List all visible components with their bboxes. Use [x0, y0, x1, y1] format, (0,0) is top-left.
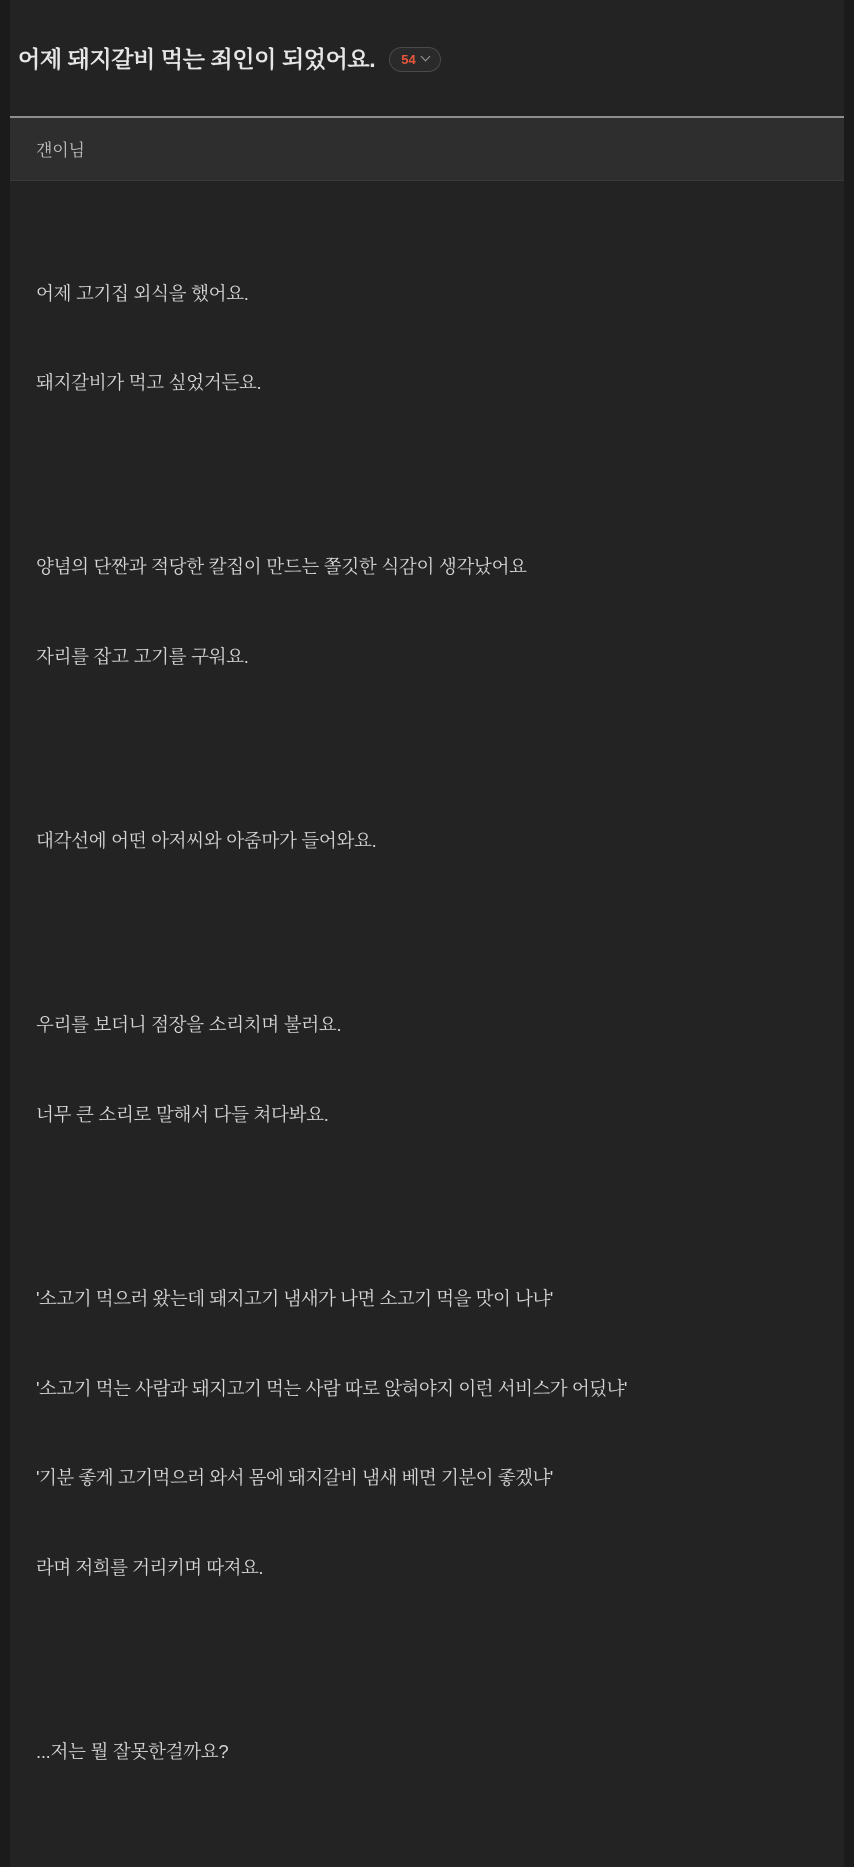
post-paragraph [36, 1677, 818, 1827]
post-line: '소고기 먹는 사람과 돼지고기 먹는 사람 따로 앉혀야지 이런 서비스가 어딨냐' [36, 1377, 627, 1399]
comment-count-badge: 54 [401, 52, 416, 68]
post-body [0, 181, 854, 1867]
post-line: '소고기 먹으러 왔는데 돼지고기 냄새가 나면 소고기 먹을 맛이 나냐' [36, 1287, 553, 1309]
post-line: 라며 저희를 거리키며 따져요. [36, 1557, 264, 1579]
author-band [0, 118, 854, 180]
chevron-down-icon [422, 53, 431, 62]
post-line: '기분 좋게 고기먹으러 와서 몸에 돼지갈비 냄새 베면 기분이 좋겠냐' [36, 1467, 553, 1489]
post-paragraph [36, 492, 818, 732]
post-paragraph-quote [36, 1224, 818, 1644]
post-paragraph [36, 950, 818, 1190]
post-line: ...저는 뭘 잘못한걸까요? [36, 1741, 229, 1763]
post-line: 자리를 잡고 고기를 구워요. [36, 646, 249, 668]
post-line: 너무 큰 소리로 말해서 다들 쳐다봐요. [36, 1103, 329, 1125]
post-paragraph [36, 766, 818, 916]
author-name: 걘이님 [36, 141, 85, 161]
right-edge-gutter [844, 0, 854, 1867]
post-paragraph [36, 219, 818, 459]
post-line: 어제 고기집 외식을 했어요. [36, 282, 249, 304]
post-line: 우리를 보더니 점장을 소리치며 불러요. [36, 1013, 342, 1035]
post-line: 돼지갈비가 먹고 싶었거든요. [36, 372, 262, 394]
left-edge-gutter [0, 0, 10, 1867]
comment-count-button[interactable] [389, 47, 440, 72]
post-line: 양념의 단짠과 적당한 칼집이 만드는 쫄깃한 식감이 생각났어요 [36, 556, 527, 578]
title-bar [0, 0, 854, 116]
post-line: 대각선에 어떤 아저씨와 아줌마가 들어와요. [36, 830, 377, 851]
page-title: 어제 돼지갈비 먹는 죄인이 되었어요. [18, 46, 376, 73]
